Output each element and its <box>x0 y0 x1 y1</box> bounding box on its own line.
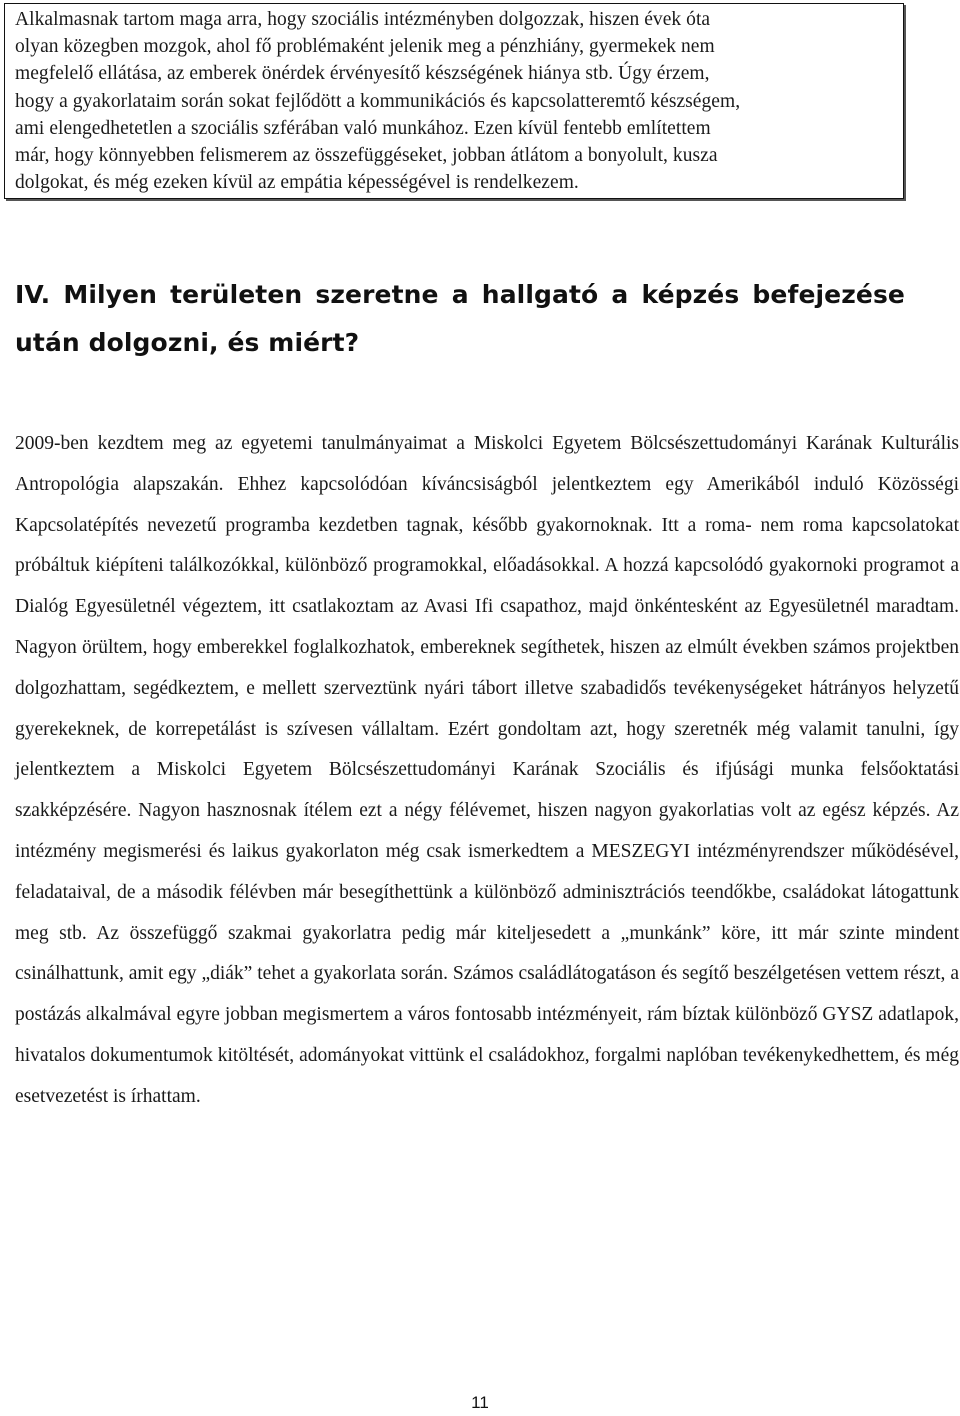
boxed-paragraph <box>4 3 904 199</box>
page-number: 11 <box>471 1393 489 1412</box>
boxed-paragraph-line: hogy a gyakorlataim során sokat fejlődött a kommunikációs és kapcsolatteremtő készségem, <box>15 90 741 112</box>
boxed-paragraph-line: Alkalmasnak tartom maga arra, hogy szociális intézményben dolgozzak, hiszen évek óta <box>15 9 711 30</box>
boxed-paragraph-line: már, hogy könnyebben felismerem az összefüggéseket, jobban átlátom a bonyolult, kusza <box>15 145 718 167</box>
boxed-paragraph-line: olyan közegben mozgok, ahol fő problémaként jelenik meg a pénzhiány, gyermekek nem <box>15 36 715 58</box>
boxed-paragraph-line: ami elengedhetetlen a szociális szférában való munkához. Ezen kívül fentebb említettem <box>15 117 711 139</box>
section-heading: IV. Milyen területen szeretne a hallgató a képzés befejezése után dolgozni, és miért? <box>15 280 905 357</box>
boxed-paragraph-line: megfelelő ellátása, az emberek önérdek érvényesítő készségének hiánya stb. Úgy érzem, <box>15 63 710 85</box>
section-body-paragraph: 2009-ben kezdtem meg az egyetemi tanulmányaimat a Miskolci Egyetem Bölcsészettudományi Karának Kulturális Antropológia alapszakán. Ehhez kapcsolódóan kíváncsiságból jelentkeztem egy Amerikából induló Közösségi Kapcsolatépítés nevezetű programba kezdetben tagnak, később gyakornoknak. Itt a roma- nem roma kapcsolatokat próbáltuk kiépíteni találkozókkal, különböző programokkal, előadásokkal. A hozzá kapcsolódó gyakornoki programot a Dialóg Egyesületnél végeztem, itt csatlakoztam az Avasi Ifi csapathoz, majd önkéntesként az Egyesületnél maradtam. Nagyon örültem, hogy emberekkel foglalkozhatok, embereknek segíthetek, hiszen az elmúlt években számos projektben dolgozhattam, segédkeztem, e mellett szerveztünk nyári tábort illetve szabadidős tevékenységeket hátrányos helyzetű gyerekeknek, de korrepetálást is szívesen vállaltam. Ezért gondoltam azt, hogy szeretnék még valamit tanulni, így jelentkeztem a Miskolci Egyetem Bölcsészettudományi Karának Szociális és ifjúsági munka felsőoktatási szakképzésére. Nagyon hasznosnak ítélem ezt a négy félévemet, hiszen nagyon gyakorlatias volt az egész képzés. Az intézmény megismerési és laikus gyakorlaton még csak ismerkedtem a MESZEGYI intézményrendszer működésével, feladataival, de a második félévben már besegíthettünk a különböző adminisztrációs teendőkbe, családokat látogattunk meg stb. Az összefüggő szakmai gyakorlatra pedig már kiteljesedett a „munkánk” köre, itt már szinte mindent csinálhattunk, amit egy „diák” tehet a gyakorlata során. Számos családlátogatáson és segítő beszélgetésen vettem részt, a postázás alkalmával egyre jobban megismertem a város fontosabb intézményeit, rám bíztak különböző GYSZ adatlapok, hivatalos dokumentumok kitöltését, adományokat vittünk el családokhoz, forgalmi naplóban tevékenykedhettem, és még esetvezetést is írhattam. <box>15 433 959 1107</box>
boxed-paragraph-line: dolgokat, és még ezeken kívül az empátia képességével is rendelkezem. <box>15 172 579 194</box>
